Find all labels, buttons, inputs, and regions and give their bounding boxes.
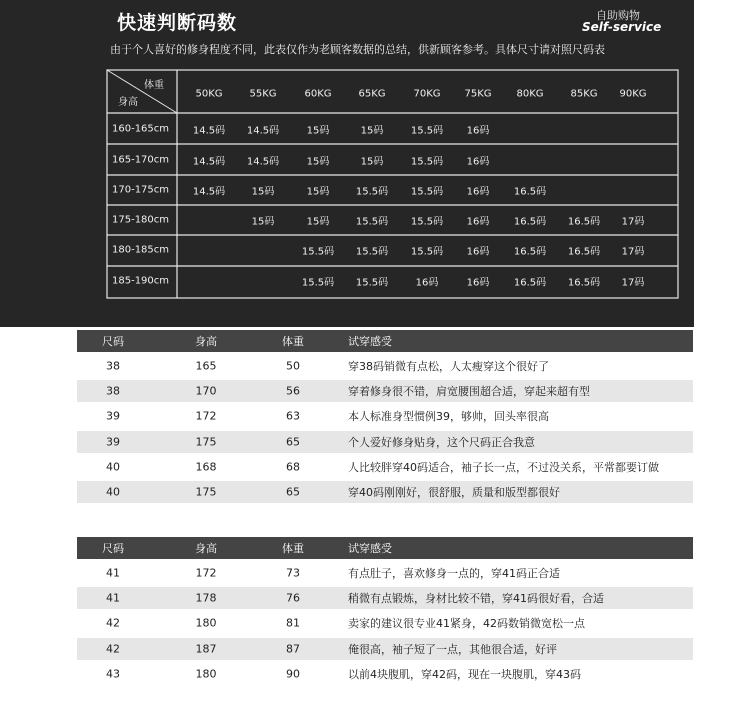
height-row-label: 175-180cm [112, 214, 170, 226]
header-feedback: 试穿感受 [348, 335, 392, 348]
size-cell: 16码 [466, 216, 490, 228]
table-header [77, 537, 693, 559]
cell-size: 42 [106, 642, 120, 656]
table-row [77, 663, 693, 685]
size-cell: 15.5码 [301, 277, 335, 289]
corner-height-label: 身高 [118, 97, 138, 108]
cell-height: 172 [195, 566, 217, 580]
cell-size: 38 [106, 359, 120, 373]
size-cell: 16码 [466, 125, 490, 137]
size-cell: 16.5码 [567, 216, 601, 228]
cell-weight: 73 [286, 566, 300, 580]
cell-height: 172 [195, 409, 217, 423]
size-cell: 15.5码 [410, 186, 444, 198]
table-row [77, 612, 693, 634]
cell-weight: 56 [286, 384, 300, 398]
table-row [77, 380, 693, 402]
cell-height: 180 [195, 616, 217, 630]
brand-label-cn: 自助购物 [596, 9, 640, 22]
size-cell: 16.5码 [567, 277, 601, 289]
table-row [77, 562, 693, 584]
table-row [77, 355, 693, 377]
size-cell: 15.5码 [410, 216, 444, 228]
weight-header: 50KG [195, 88, 223, 100]
header-size: 尺码 [102, 542, 124, 555]
size-cell: 16码 [466, 156, 490, 168]
size-cell: 15.5码 [410, 125, 444, 137]
cell-size: 41 [106, 591, 120, 605]
size-cell: 16码 [415, 277, 439, 289]
cell-weight: 81 [286, 616, 300, 630]
height-row-label: 170-175cm [112, 184, 170, 196]
size-cell: 16.5码 [513, 216, 547, 228]
cell-size: 39 [106, 409, 120, 423]
header-size: 尺码 [102, 335, 124, 348]
size-cell: 14.5码 [192, 186, 226, 198]
weight-header: 75KG [464, 88, 492, 100]
size-cell: 15.5码 [355, 186, 389, 198]
size-cell: 17码 [621, 216, 645, 228]
cell-weight: 76 [286, 591, 300, 605]
size-cell: 16.5码 [513, 186, 547, 198]
brand-label-en: Self-service [582, 20, 662, 34]
cell-height: 165 [195, 359, 217, 373]
cell-weight: 68 [286, 460, 300, 474]
table-row [77, 638, 693, 660]
cell-feedback: 俺很高，袖子短了一点，其他很合适，好评 [348, 642, 557, 656]
cell-weight: 65 [286, 435, 300, 449]
cell-feedback: 有点肚子，喜欢修身一点的，穿41码正合适 [348, 567, 560, 580]
cell-feedback: 个人爱好修身贴身，这个尺码正合我意 [348, 435, 535, 449]
size-cell: 15.5码 [355, 246, 389, 258]
header-weight: 体重 [282, 335, 304, 348]
height-row-label: 185-190cm [112, 275, 170, 287]
cell-size: 43 [106, 667, 120, 681]
size-cell: 17码 [621, 277, 645, 289]
weight-header: 55KG [249, 88, 277, 100]
weight-header: 90KG [619, 88, 647, 100]
cell-height: 175 [195, 435, 217, 449]
size-cell: 15码 [306, 125, 330, 137]
subtitle: 由于个人喜好的修身程度不同，此表仅作为老顾客数据的总结，供新顾客参考。具体尺寸请对照尺码表 [110, 43, 605, 56]
size-cell: 16码 [466, 186, 490, 198]
cell-height: 175 [195, 485, 217, 499]
height-row-label: 180-185cm [112, 244, 170, 256]
cell-size: 40 [106, 485, 120, 499]
cell-height: 168 [195, 460, 217, 474]
cell-size: 41 [106, 566, 120, 580]
size-cell: 15码 [306, 156, 330, 168]
header-feedback: 试穿感受 [348, 542, 392, 555]
cell-feedback: 以前4块腹肌，穿42码，现在一块腹肌，穿43码 [348, 667, 581, 681]
size-cell: 16.5码 [513, 246, 547, 258]
size-cell: 16.5码 [513, 277, 547, 289]
header-weight: 体重 [282, 542, 304, 555]
cell-feedback: 穿38码销微有点松，人太瘦穿这个很好了 [348, 360, 549, 373]
cell-feedback: 穿着修身很不错，肩宽腰围超合适，穿起来超有型 [348, 385, 590, 399]
size-cell: 15码 [306, 216, 330, 228]
weight-header: 85KG [570, 88, 598, 100]
size-guide-panel [0, 0, 694, 327]
height-row-label: 160-165cm [112, 123, 170, 135]
cell-feedback: 穿40码刚刚好，很舒服，质量和版型都很好 [348, 486, 560, 499]
cell-height: 187 [195, 642, 217, 656]
table-row [77, 456, 693, 478]
cell-feedback: 稍微有点锻炼，身材比较不错，穿41码很好看，合适 [348, 592, 604, 606]
weight-header: 60KG [304, 88, 332, 100]
cell-weight: 87 [286, 642, 300, 656]
size-cell: 14.5码 [192, 156, 226, 168]
table-row [77, 405, 693, 427]
cell-weight: 50 [286, 359, 300, 373]
weight-header: 65KG [358, 88, 386, 100]
size-cell: 15.5码 [355, 216, 389, 228]
cell-weight: 65 [286, 485, 300, 499]
cell-size: 38 [106, 384, 120, 398]
table-row [77, 481, 693, 503]
size-cell: 14.5码 [246, 156, 280, 168]
cell-feedback: 卖家的建议很专业41紧身，42码数销微宽松一点 [348, 617, 585, 631]
size-cell: 15.5码 [410, 156, 444, 168]
size-cell: 15码 [251, 186, 275, 198]
cell-height: 178 [195, 591, 217, 605]
header-height: 身高 [195, 335, 217, 348]
size-cell: 16码 [466, 246, 490, 258]
size-cell: 16.5码 [567, 246, 601, 258]
corner-weight-label: 体重 [144, 80, 164, 91]
table-header [77, 330, 693, 352]
table-row [77, 587, 693, 609]
size-cell: 15.5码 [301, 246, 335, 258]
size-cell: 15码 [306, 186, 330, 198]
size-cell: 15.5码 [410, 246, 444, 258]
cell-feedback: 人比较胖穿40码适合，袖子长一点，不过没关系，平常都要订做 [348, 460, 659, 474]
cell-size: 40 [106, 460, 120, 474]
cell-height: 180 [195, 667, 217, 681]
size-cell: 15.5码 [355, 277, 389, 289]
cell-feedback: 本人标准身型惯例39，够帅，回头率很高 [348, 410, 549, 424]
size-cell: 16码 [466, 277, 490, 289]
page-title: 快速判断码数 [117, 12, 238, 34]
size-cell: 17码 [621, 246, 645, 258]
header-height: 身高 [195, 542, 217, 555]
size-cell: 15码 [360, 156, 384, 168]
cell-weight: 63 [286, 409, 300, 423]
cell-weight: 90 [286, 667, 300, 681]
weight-header: 80KG [516, 88, 544, 100]
size-cell: 15码 [251, 216, 275, 228]
cell-size: 39 [106, 435, 120, 449]
size-cell: 14.5码 [192, 125, 226, 137]
cell-size: 42 [106, 616, 120, 630]
size-cell: 15码 [360, 125, 384, 137]
cell-height: 170 [195, 384, 217, 398]
table-row [77, 431, 693, 453]
weight-header: 70KG [413, 88, 441, 100]
height-row-label: 165-170cm [112, 154, 170, 166]
size-cell: 14.5码 [246, 125, 280, 137]
